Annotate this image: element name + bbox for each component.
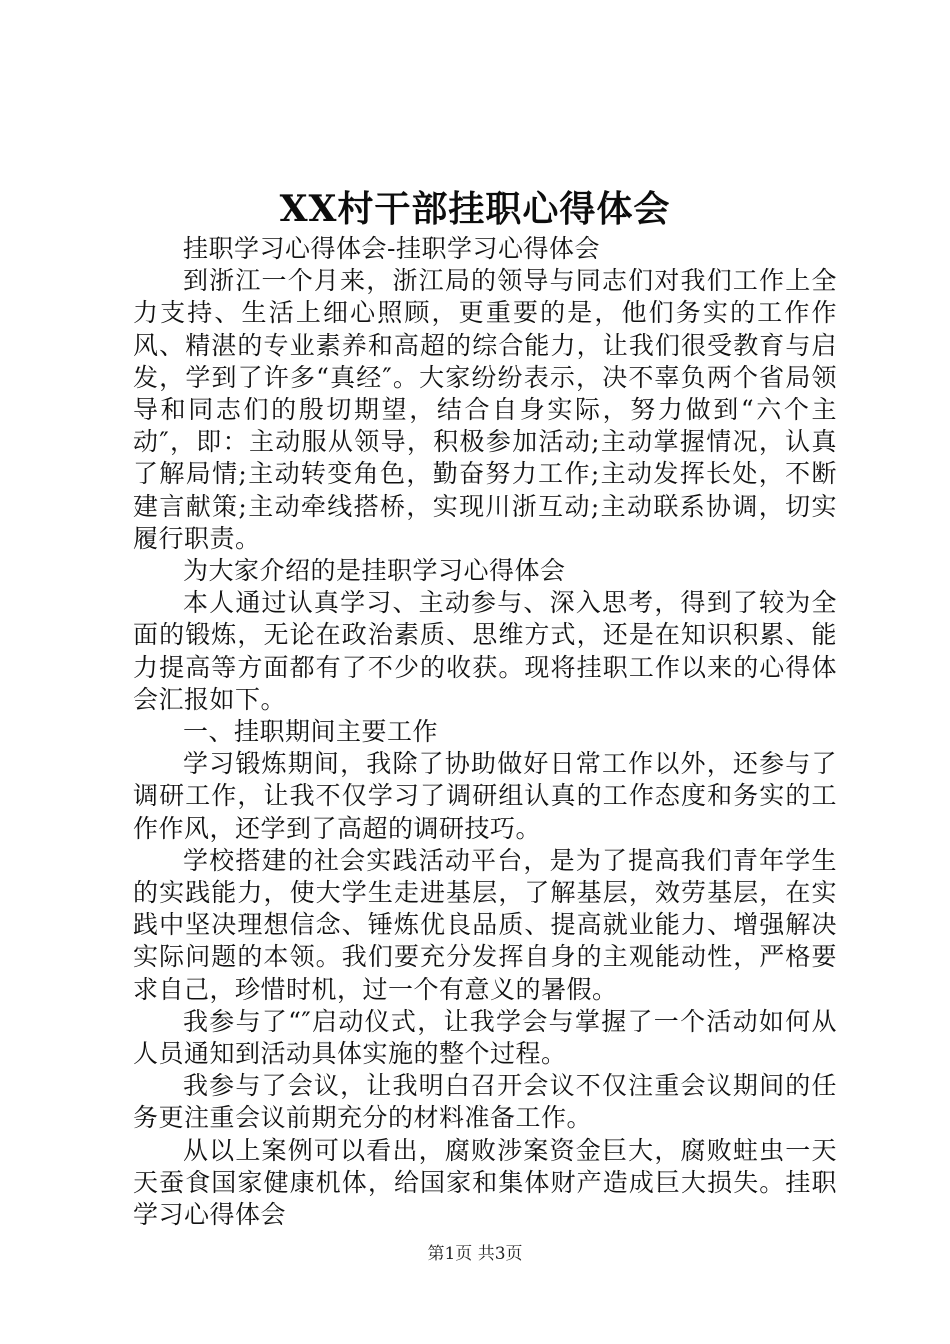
- document-body: [133, 233, 837, 1231]
- paragraph: 我参与了会议，让我明白召开会议不仅注重会议期间的任务更注重会议前期充分的材料准备工作。: [133, 1071, 837, 1133]
- paragraph: 挂职学习心得体会-挂职学习心得体会: [183, 234, 600, 263]
- section-heading: 一、挂职期间主要工作: [183, 717, 439, 747]
- document-title: XX村干部挂职心得体会: [279, 188, 671, 230]
- paragraph: 学校搭建的社会实践活动平台，是为了提高我们青年学生的实践能力，使大学生走进基层，了解基层，效劳基层，在实践中坚决理想信念、锤炼优良品质、提高就业能力、增强解决实际问题的本领。我们要充分发挥自身的主观能动性，严格要求自己，珍惜时机，过一个有意义的暑假。: [133, 845, 837, 1004]
- paragraph: 我参与了“″启动仪式，让我学会与掌握了一个活动如何从人员通知到活动具体实施的整个过程。: [133, 1006, 837, 1069]
- paragraph: 从以上案例可以看出，腐败涉案资金巨大，腐败蛀虫一天天蚕食国家健康机体，给国家和集体财产造成巨大损失。挂职学习心得体会: [133, 1135, 837, 1230]
- paragraph: 到浙江一个月来，浙江局的领导与同志们对我们工作上全力支持、生活上细心照顾，更重要的是，他们务实的工作作风、精湛的专业素养和高超的综合能力，让我们很受教育与启发，学到了许多“真经″。大家纷纷表示，决不辜负两个省局领导和同志们的殷切期望，结合自身实际，努力做到“六个主动″，即：主动服从领导，积极参加活动;主动掌握情况，认真了解局情;主动转变角色，勤奋努力工作;主动发挥长处，不断建言献策;主动牵线搭桥，实现川浙互动;主动联系协调，切实履行职责。: [133, 266, 837, 553]
- paragraph: 为大家介绍的是挂职学习心得体会: [183, 556, 566, 586]
- page-number-footer: 第1页 共3页: [427, 1244, 523, 1264]
- paragraph: 本人通过认真学习、主动参与、深入思考，得到了较为全面的锻炼，无论在政治素质、思维方式，还是在知识积累、能力提高等方面都有了不少的收获。现将挂职工作以来的心得体会汇报如下。: [133, 588, 837, 714]
- paragraph: 学习锻炼期间，我除了协助做好日常工作以外，还参与了调研工作，让我不仅学习了调研组认真的工作态度和务实的工作作风，还学到了高超的调研技巧。: [133, 749, 837, 843]
